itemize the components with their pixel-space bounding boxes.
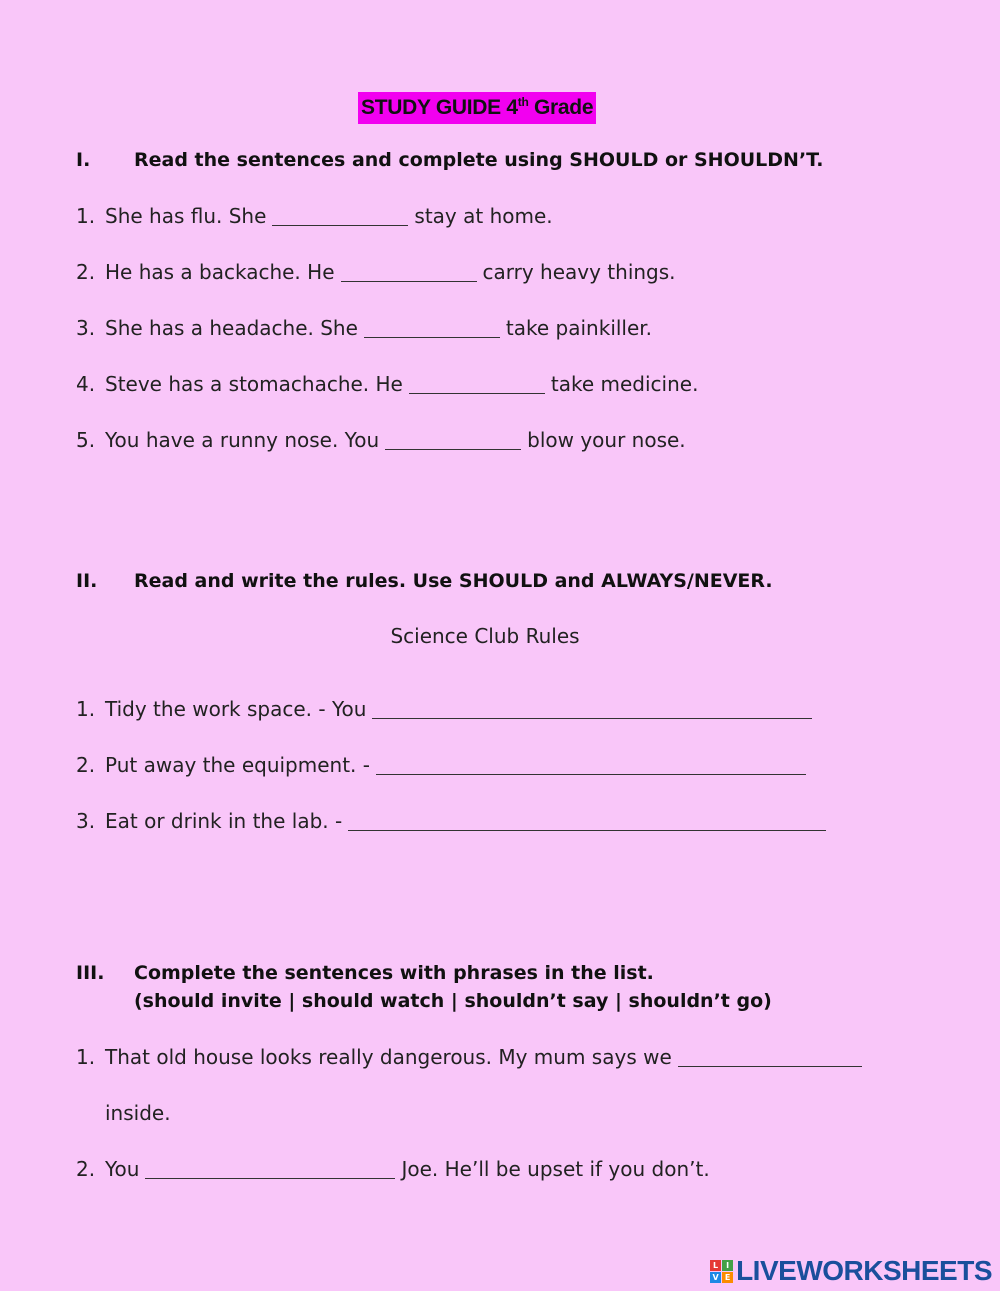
exercise-item: 1. That old house looks really dangerous. My mum says we <box>76 1043 868 1071</box>
section-number: III. <box>76 962 105 984</box>
exercise-item: 2. He has a backache. He carry heavy things. <box>76 260 676 284</box>
exercise-item: 2. Put away the equipment. - <box>76 751 812 779</box>
answer-blank[interactable] <box>364 317 500 338</box>
section-subtitle: Science Club Rules <box>390 624 580 648</box>
exercise-item: 3. She has a headache. She take painkiller. <box>76 316 653 340</box>
exercise-item: 3. Eat or drink in the lab. - <box>76 807 832 835</box>
exercise-item: 5. You have a runny nose. You blow your nose. <box>76 428 686 452</box>
exercise-item: 2. You Joe. He’ll be upset if you don’t. <box>76 1157 710 1181</box>
section-instruction: Read and write the rules. Use SHOULD and ALWAYS/NEVER. <box>134 570 773 592</box>
exercise-item: 1. She has flu. She stay at home. <box>76 204 553 228</box>
page-title: STUDY GUIDE 4th Grade <box>358 92 596 124</box>
exercise-item-continuation: inside. <box>105 1101 171 1125</box>
answer-blank[interactable] <box>409 373 545 394</box>
answer-blank[interactable] <box>341 261 477 282</box>
exercise-item: 4. Steve has a stomachache. He take medicine. <box>76 372 699 396</box>
section-instruction: Read the sentences and complete using SHOULD or SHOULDN’T. <box>134 149 824 171</box>
answer-blank[interactable] <box>385 429 521 450</box>
exercise-item: 1. Tidy the work space. - You <box>76 695 818 723</box>
answer-blank[interactable] <box>678 1046 862 1067</box>
section-number: II. <box>76 570 98 592</box>
answer-blank[interactable] <box>376 754 806 775</box>
answer-blank[interactable] <box>272 205 408 226</box>
logo-text: LIVEWORKSHEETS <box>736 1255 992 1286</box>
section-number: I. <box>76 149 91 171</box>
liveworksheets-logo[interactable] <box>710 1255 992 1287</box>
answer-blank[interactable] <box>145 1158 395 1179</box>
answer-blank[interactable] <box>372 698 812 719</box>
answer-blank[interactable] <box>348 810 826 831</box>
section-instruction: Complete the sentences with phrases in the list. <box>134 962 654 984</box>
logo-tiles-icon: L I V E <box>710 1260 733 1283</box>
